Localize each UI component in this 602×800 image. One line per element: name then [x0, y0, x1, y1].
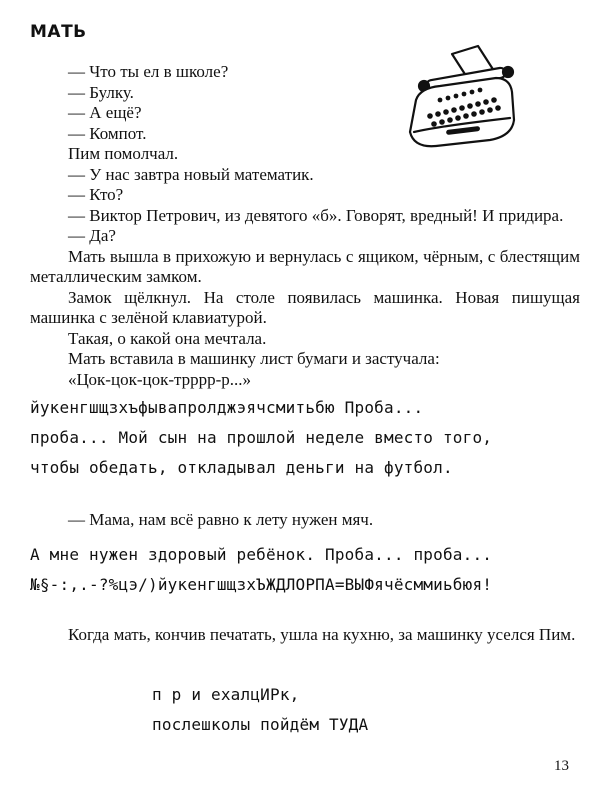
- paragraph: Такая, о какой она мечтала.: [68, 328, 267, 348]
- paragraph: — Компот.: [68, 123, 147, 143]
- dialogue-middle: [30, 510, 580, 531]
- typed-line: проба... Мой сын на прошлой неделе вместо того,: [30, 428, 493, 447]
- paragraph: — Булку.: [68, 82, 134, 102]
- typed-line: послешколы пойдём ТУДА: [152, 715, 369, 734]
- paragraph: — А ещё?: [68, 103, 142, 122]
- typed-text-block-1: [30, 393, 590, 483]
- typed-line: чтобы обедать, откладывал деньги на футбол.: [30, 458, 453, 477]
- chapter-title: МАТЬ: [30, 22, 87, 42]
- typed-line: п р и ехалцИРк,: [152, 685, 300, 704]
- paragraph: — Да?: [68, 226, 116, 245]
- paragraph: — Кто?: [68, 185, 124, 204]
- typed-line: А мне нужен здоровый ребёнок. Проба... проба...: [30, 545, 493, 564]
- typed-line: №§-:,.-?%цэ/)йукенгшщзхЪЖДЛОРПА=ВЫФячёсммиьбюя!: [30, 575, 493, 594]
- dialogue-top: [30, 62, 580, 390]
- paragraph: «Цок-цок-цок-трррр-р...»: [68, 369, 252, 389]
- narration-bottom: [30, 625, 580, 646]
- page-number: 13: [554, 758, 569, 774]
- paragraph: Мать вставила в машинку лист бумаги и застучала:: [68, 349, 440, 368]
- paragraph: Замок щёлкнул. На столе появилась машинка. Новая пишущая машинка с зелёной клавиатурой.: [30, 287, 580, 327]
- typed-text-block-3: [152, 680, 552, 740]
- paragraph: — Что ты ел в школе?: [68, 62, 229, 81]
- paragraph: — Мама, нам всё равно к лету нужен мяч.: [68, 510, 374, 529]
- paragraph: — Виктор Петрович, из девятого «б». Говорят, вредный! И придира.: [68, 205, 564, 225]
- typed-text-block-2: [30, 540, 590, 600]
- paragraph: — У нас завтра новый математик.: [68, 164, 314, 184]
- paragraph: Когда мать, кончив печатать, ушла на кухню, за машинку уселся Пим.: [68, 625, 576, 644]
- typed-line: йукенгшщзхъфывапролджэячсмитьбю Проба...: [30, 398, 424, 417]
- paragraph: Мать вышла в прихожую и вернулась с ящиком, чёрным, с блестящим металлическим замком.: [30, 246, 580, 286]
- paragraph: Пим помолчал.: [68, 144, 179, 163]
